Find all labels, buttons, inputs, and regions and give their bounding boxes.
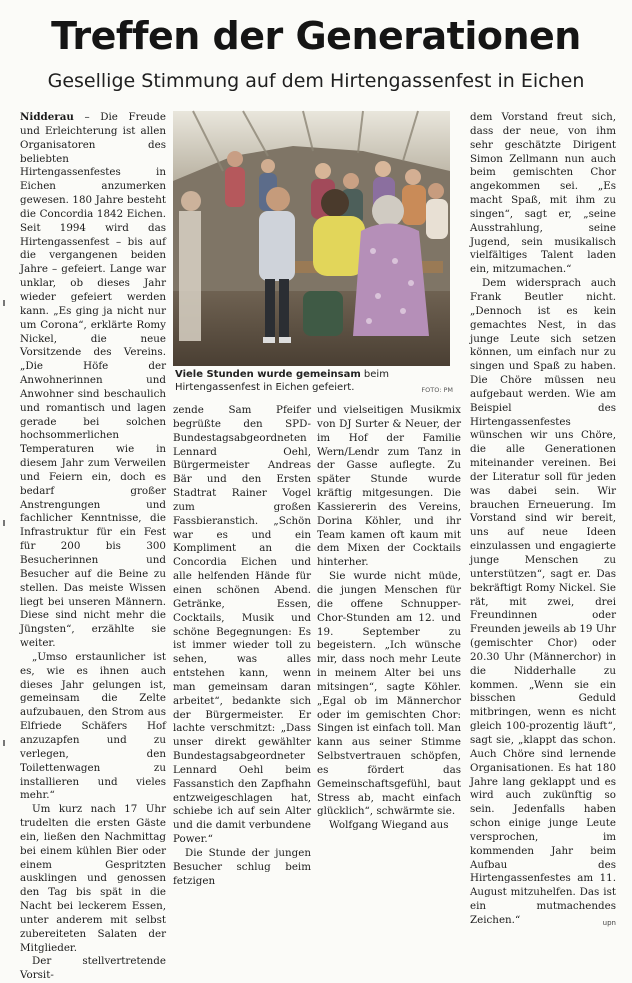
subheadline: Gesellige Stimmung auf dem Hirtengassenfest in Eichen: [47, 70, 585, 92]
paragraph: Um kurz nach 17 Uhr trudelten die ersten Gäste ein, ließen den Nachmittag bei einem kühlen Bier oder einem Gespritzten ausklingen und genossen den Tag bis spät in die Nacht bei leckerem Essen, unter anderem mit selbst zubereiteten Salaten der Mitglieder.: [20, 803, 166, 954]
paragraph: Wolfgang Wiegand aus: [329, 819, 449, 832]
headline: Treffen der Generationen: [51, 14, 581, 58]
paragraph-text: Dem widersprach auch Frank Beutler nicht. „Dennoch ist es kein gemachtes Nest, in das junge Leute sich setzen können, um einfach nur zu singen und Spaß zu haben. Die Chöre müssen neu aufgebaut werden. Wie am Beispiel des Hirtengassenfestes wünschen wir uns Chöre, die alle Generationen miteinander vereinen. Bei der Literatur soll für jeden was dabei sein. Wir brauchen Erneuerung. Im Vorstand sind wir bereit, uns auf neue Ideen einzulassen und engagierte junge Menschen zu unterstützen“, sagt er. Das bekräftigt Romy Nickel. Sie rät, mit zwei, drei Freundinnen oder Freunden jeweils ab 19 Uhr (gemischter Chor) oder 20.30 Uhr (Männerchor) in die Nidderhalle zu kommen. „Wenn sie ein bisschen Geduld mitbringen, wenn es nicht gleich 100-prozentig läuft“, sagt sie, „klappt das schon. Auch Chöre sind lernende Organisationen. Es hat 180 Jahre lang geklappt und es wird auch zukünftig so sein. Jedenfalls haben schon einige junge Leute versprochen, im kommenden Jahr beim Aufbau des Hirtengassenfestes am 11. August mitzuhelfen. Das ist ein mutmachendes Zeichen.“: [470, 277, 616, 926]
page-edge-mark: [3, 740, 5, 746]
paragraph: dem Vorstand freut sich, dass der neue, von ihm sehr geschätzte Dirigent Simon Zellmann nun auch beim gemischten Chor angekommen sei. „Es macht Spaß, mit ihm zu singen“, sagt er, „seine Ausstrahlung, seine Jugend, sein musikalisch vielfältiges Talent laden ein, mitzumachen.“: [470, 111, 616, 276]
paragraph: Der stellvertretende Vorsit-: [20, 955, 166, 982]
festival-crowd-image: [173, 111, 450, 366]
paragraph: Sie wurde nicht müde, die jungen Menschen für die offene Schnupper-Chor-Stunden am 12. und 19. September zu begeistern. „Ich wünsche mir, dass noch mehr Leute in meinem Alter bei uns mitsingen“, sagte Köhler. „Egal ob im Männerchor oder im gemischten Chor: Singen ist einfach toll. Man kann aus seiner Stimme Selbstvertrauen schöpfen, es fördert das Gemeinschaftsgefühl, baut Stress ab, macht einfach glücklich“, schwärmte sie.: [317, 570, 461, 818]
author-signature: upn: [602, 918, 616, 927]
paragraph: „Umso erstaunlicher ist es, wie es ihnen auch dieses Jahr gelungen ist, gemeinsam die Zelte aufzubauen, den Strom aus Elfriede Schäfers Hof anzuzapfen und zu verlegen, den Toilettenwagen zu installieren und vieles mehr.“: [20, 650, 166, 802]
page-edge-mark: [3, 520, 5, 526]
paragraph: und vielseitigen Musikmix von DJ Surter & Neuer, der im Hof der Familie Wern/Lendr zum Tanz in der Gasse auflegte. Zu später Stunde wurde kräftig mitgesungen. Die Kassiererin des Vereins, Dorina Köhler, und ihr Team kamen oft kaum mit dem Mixen der Cocktails hinterher.: [317, 404, 461, 569]
article-column-2: [173, 404, 311, 887]
festival-photo: [173, 111, 450, 366]
dateline: Nidderau: [20, 111, 74, 123]
paragraph-text: – Die Freude und Erleichterung ist allen Organisatoren des beliebten Hirtengassenfestes in Eichen anzumerken gewesen. 180 Jahre besteht die Concordia 1842 Eichen. Seit 1994 wird das Hirtengassenfest – bis auf die vergangenen beiden Jahre – gefeiert. Lange war unklar, ob dieses Jahr wieder gefeiert werden kann. „Es ging ja nicht nur um Corona“, erklärte Romy Nickel, die neue Vorsitzende des Vereins. „Die Höfe der Anwohnerinnen und Anwohner sind beschaulich und romantisch und lagen gerade bei solchen hochsommerlichen Temperaturen wie in diesem Jahr zum Verweilen und Feiern ein, doch es bedarf großer Anstrengungen und fachlicher Kenntnisse, die Infrastruktur für ein Fest für 200 bis 300 Besucherinnen und Besucher auf die Beine zu stellen. Das meiste Wissen liegt bei unseren Männern. Diese sind nicht mehr die Jüngsten“, erzählte sie weiter.: [20, 111, 166, 650]
paragraph: Die Stunde der jungen Besucher schlug beim fetzigen: [173, 847, 311, 887]
photo-credit: FOTO: PM: [421, 386, 453, 394]
paragraph: zende Sam Pfeifer begrüßte den SPD-Bundestagsabgeordneten Lennard Oehl, Bürgermeister Andreas Bär und den Ersten Stadtrat Rainer Vogel zum großen Fassbieranstich. „Schön war es und ein Kompliment an die Concordia Eichen und alle helfenden Hände für einen schönen Abend. Getränke, Essen, Cocktails, Musik und schöne Begegnungen: Es ist immer wieder toll zu sehen, was alles entstehen kann, wenn man gemeinsam daran arbeitet“, bedankte sich der Bürgermeister. Er lachte verschmitzt: „Dass unser direkt gewählter Bundestagsabgeordneter Lennard Oehl beim Fassanstich den Zapfhahn entzweigeschlagen hat, schiebe ich auf sein Alter und die damit verbundene Power.“: [173, 404, 311, 846]
article-column-3: [317, 404, 461, 832]
caption-text: beim Hirtengassenfest in Eichen gefeiert.: [175, 369, 389, 393]
article-column-4: [470, 111, 616, 927]
photo-caption: [175, 369, 465, 394]
paragraph: [20, 111, 166, 651]
page-edge-mark: [3, 300, 5, 306]
article-column-1: [20, 111, 166, 982]
paragraph: [470, 277, 616, 928]
caption-lead: Viele Stunden wurde gemeinsam: [175, 369, 361, 380]
